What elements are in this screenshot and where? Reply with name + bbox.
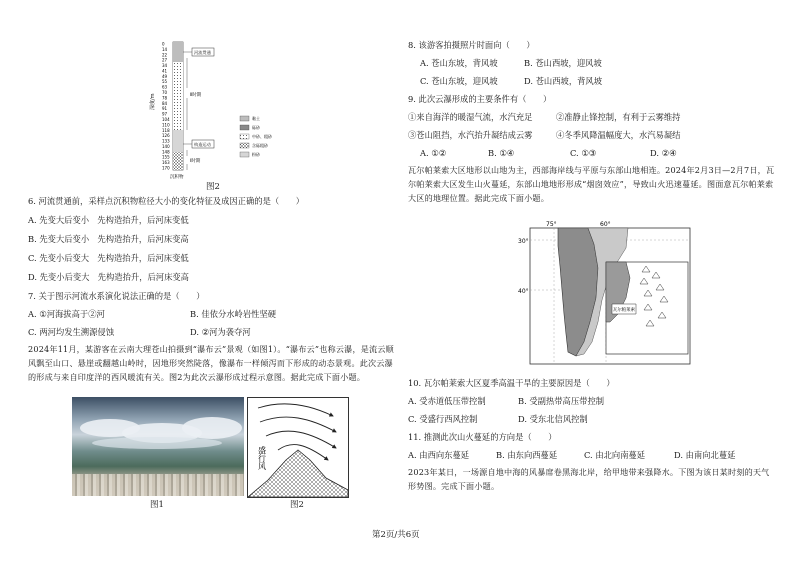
depth-tick-label: 118 (162, 127, 170, 133)
q10-option-d[interactable]: D. 受东北信风控制 (518, 414, 588, 424)
phase-1-label: Ⅰ时期 (190, 159, 201, 164)
q11-option-b[interactable]: B. 由东向西蔓延 (496, 450, 558, 460)
depth-tick-label: 163 (162, 160, 170, 166)
depth-tick-label: 133 (162, 138, 170, 144)
q6-option-a[interactable]: A. 先变大后变小 先构造抬升，后河床变低 (28, 215, 189, 225)
depth-tick-label: 155 (162, 154, 170, 160)
q6-stem: 6. 河流贯通前，采样点沉积物粒径大小的变化特征及成因正确的是（ ） (28, 196, 305, 206)
depth-tick-label: 84 (162, 100, 168, 106)
page-number: 第2页/共6页 (372, 530, 420, 540)
figure1-photo (72, 397, 244, 496)
q6-option-b[interactable]: B. 先变大后变小 先构造抬升，后河床变高 (28, 234, 189, 244)
depth-tick-label: 55 (162, 79, 168, 85)
sediment-label: 沉积物 (170, 175, 184, 180)
lat-30-label: 30° (518, 238, 529, 245)
q11-option-c[interactable]: C. 由北向南蔓延 (584, 450, 646, 460)
q7-option-c[interactable]: C. 两河均发生溯源侵蚀 (28, 327, 114, 337)
lon-60-label: 60° (600, 221, 611, 228)
q8-option-d[interactable]: D. 苍山西坡，背风坡 (524, 76, 603, 86)
lon-75-label: 75° (546, 221, 557, 228)
depth-tick-label: 70 (162, 90, 168, 96)
depth-tick-label: 170 (162, 165, 170, 171)
q9-item-3: ③苍山阻挡，水汽抬升凝结成云雾 (408, 130, 533, 140)
depth-tick-label: 78 (162, 95, 168, 101)
figure1-caption: 图1 (150, 500, 164, 510)
depth-tick-label: 49 (162, 73, 168, 79)
depth-tick-label: 0 (162, 41, 165, 47)
q11-option-a[interactable]: A. 由西向东蔓延 (408, 450, 470, 460)
legend-gravel-sand: 砾砂 (252, 125, 260, 130)
lat-40-label: 40° (518, 288, 529, 295)
q10-option-a[interactable]: A. 受赤道低压带控制 (408, 396, 486, 406)
passage-waterfall-cloud: 2024年11月，某游客在云南大理苍山拍摄到“瀑布云”景观（如图1）。“瀑布云”也称云瀑，是流云顺风飘至山口、悬崖或翻越山岭时，因地形突然陡落，像瀑布一样倾泻而下形成的动态景观。此次云瀑的形成与来自印度洋的西风暖流有关。图2为此次云瀑形成过程示意图。据此完成下面小题。 (28, 344, 394, 382)
depth-tick-label: 63 (162, 84, 168, 90)
q7-stem: 7. 关于图示河流水系演化说法正确的是（ ） (28, 291, 205, 301)
box-river-through: 河流贯通 (194, 50, 211, 55)
legend-medium-coarse-sand: 中砂、粗砂 (252, 134, 272, 139)
q9-option-a[interactable]: A. ①② (420, 148, 447, 158)
q8-option-c[interactable]: C. 苍山东坡，迎风坡 (420, 76, 498, 86)
depth-tick-label: 104 (162, 116, 170, 122)
q7-option-b[interactable]: B. 佳依分水岭岩性坚硬 (190, 309, 277, 319)
depth-tick-label: 97 (162, 111, 168, 117)
sediment-column-figure (140, 38, 290, 188)
q10-option-b[interactable]: B. 受副热带高压带控制 (518, 396, 605, 406)
depth-tick-label: 110 (162, 122, 170, 128)
depth-tick-label: 126 (162, 133, 170, 139)
depth-tick-label: 27 (162, 57, 168, 63)
legend-pebbly-sand: 含砾粗砂 (252, 143, 268, 148)
q10-stem: 10. 瓦尔帕莱索大区夏季高温干旱的主要原因是（ ） (408, 378, 615, 388)
q7-option-a[interactable]: A. ①河海拔高于②河 (28, 309, 105, 319)
depth-tick-label: 91 (162, 106, 168, 112)
passage-valparaiso: 瓦尔帕莱索大区地形以山地为主，西部海岸线与平原与东部山地相连。2024年2月3日—2月7日，瓦尔帕莱索大区发生山火蔓延，东部山地地形形成“烟囱效应”，导致山火迅速蔓延。图面意瓦尔帕莱索大区的地理位置。据此完成下面小题。 (408, 165, 775, 203)
prevailing-wind-label: 盛行风 (257, 446, 267, 470)
figure2-top-caption: 图2 (206, 182, 220, 192)
q10-option-c[interactable]: C. 受盛行西风控制 (408, 414, 478, 424)
depth-tick-label: 14 (162, 46, 168, 52)
legend-clay: 黏土 (252, 116, 260, 121)
depth-tick-label: 34 (162, 63, 168, 69)
depth-tick-label: 140 (162, 143, 170, 149)
phase-2-label: Ⅱ时期 (190, 93, 202, 98)
passage-storm: 2023年某日，一场源自地中海的风暴席卷黑海北岸，给甲地带来强降水。下图为该日某时刻的天气形势图。完成下面小题。 (408, 467, 770, 491)
q6-option-c[interactable]: C. 先变小后变大 先构造抬升，后河床变低 (28, 253, 189, 263)
q9-item-2: ②准静止锋控制，有利于云雾维持 (556, 112, 681, 122)
figure2-caption: 图2 (290, 500, 304, 510)
q9-item-1: ①来自海洋的暖湿气流，水汽充足 (408, 112, 533, 122)
q8-option-b[interactable]: B. 苍山西坡，迎风坡 (524, 58, 602, 68)
depth-tick-label: 41 (162, 68, 168, 74)
q7-option-d[interactable]: D. ②河为袭夺河 (190, 327, 251, 337)
depth-tick-label: 148 (162, 149, 170, 155)
legend-silt: 粉砂 (252, 152, 260, 157)
inset-region-label: 瓦尔帕莱索 (613, 308, 635, 313)
figure2-diagram (247, 397, 349, 498)
q11-option-d[interactable]: D. 由南向北蔓延 (674, 450, 736, 460)
q9-option-b[interactable]: B. ①④ (488, 148, 515, 158)
q8-stem: 8. 该游客拍摄照片时面向（ ） (408, 40, 535, 50)
q9-stem: 9. 此次云瀑形成的主要条件有（ ） (408, 94, 552, 104)
q6-option-d[interactable]: D. 先变小后变大 先构造抬升，后河床变高 (28, 272, 189, 282)
depth-axis-label: 深度/m (150, 93, 156, 110)
q8-option-a[interactable]: A. 苍山东坡，背风坡 (420, 58, 498, 68)
depth-tick-labels (162, 42, 170, 171)
q9-item-4: ④冬季风降温幅度大，水汽易凝结 (556, 130, 681, 140)
box-tectonic: 构造运动 (194, 142, 211, 147)
valparaiso-map (518, 218, 694, 368)
q11-stem: 11. 推测此次山火蔓延的方向是（ ） (408, 432, 557, 442)
depth-tick-label: 22 (162, 52, 168, 58)
q9-option-d[interactable]: D. ②④ (650, 148, 677, 158)
q9-option-c[interactable]: C. ①③ (570, 148, 597, 158)
